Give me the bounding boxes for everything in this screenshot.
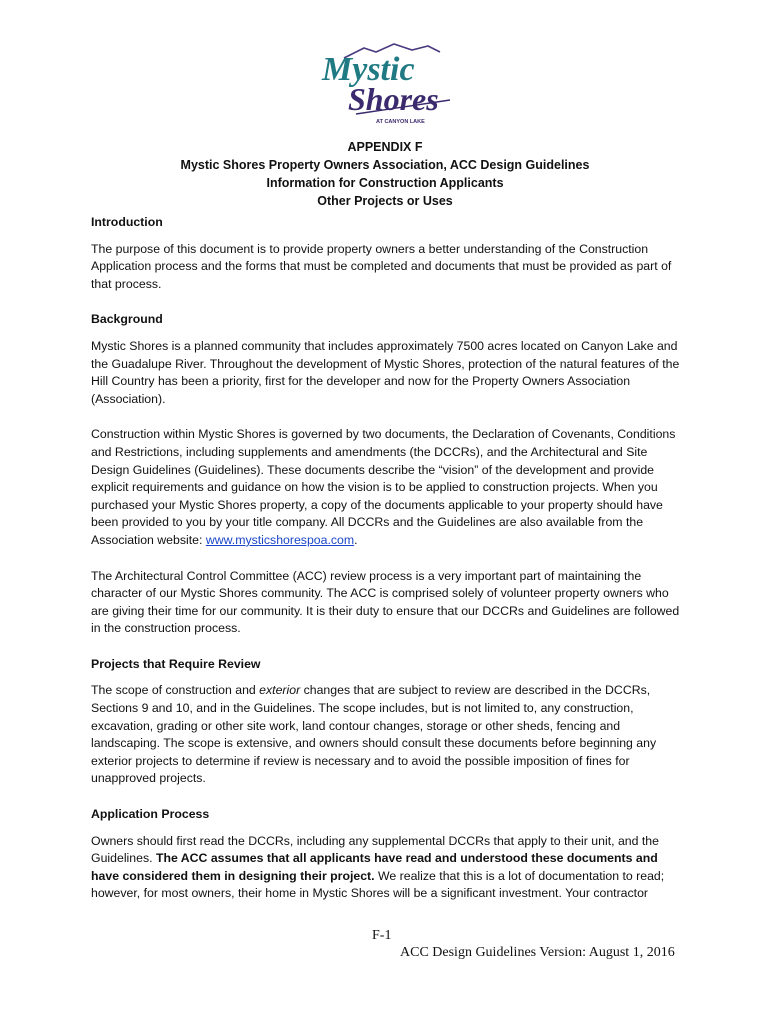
application-paragraph-a: Owners should first read the DCCRs, including any supplemental DCCRs that apply to their unit, and the Guidelines. (91, 833, 659, 866)
document-subsubtitle: Other Projects or Uses (317, 194, 453, 208)
background-paragraph-3: The Architectural Control Committee (ACC) review process is a very important part of maintaining the character of our Mystic Shores community. The ACC is comprised solely of volunteer property owners who are giving their time for our community. It is their duty to ensure that our DCCRs and Guidelines are followed in the construction process. (91, 568, 680, 636)
intro-paragraph: The purpose of this document is to provide property owners a better understanding of the Construction Application process and the forms that must be completed and documents that must be provided as part of that process. (91, 241, 672, 291)
background-paragraph-2-text: Construction within Mystic Shores is governed by two documents, the Declaration of Covenants, Conditions and Restrictions, including supplements and amendments (the DCCRs), and the Architectural and Site Design Guidelines (Guidelines). These documents describe the “vision” of the development and provide explicit requirements and guidance on how the vision is to be applied to construction projects. When you purchased your Mystic Shores property, a copy of the documents applicable to your property should have been provided to you by your title company. All DCCRs and the Guidelines are also available from the Association website: (91, 427, 676, 547)
background-paragraph-1: Mystic Shores is a planned community that includes approximately 7500 acres located on Canyon Lake and the Guadalupe River. Throughout the development of Mystic Shores, protection of the natural features of the Hill Country has been a priority, first for the developer and now for the Property Owners Association (Association). (91, 338, 680, 406)
document-title-block (0, 138, 770, 210)
background-paragraph-2 (91, 426, 687, 549)
page-number: F-1 (372, 928, 392, 943)
document-body (91, 214, 687, 919)
appendix-label: APPENDIX F (347, 140, 423, 154)
projects-paragraph-a: The scope of construction and (91, 683, 260, 698)
logo-tagline: AT CANYON LAKE (376, 119, 425, 125)
document-subtitle: Information for Construction Applicants (266, 176, 504, 190)
projects-paragraph-b: changes that are subject to review are described in the DCCRs, Sections 9 and 10, and in the Guidelines. The scope includes, but is not limited to, any construction, excavation, grading or other site work, land contour changes, storage or other sheds, fencing and landscaping. The scope is extensive, and owners should consult these documents before beginning any exterior projects to determine if review is necessary and to avoid the possible imposition of fines for unapproved projects. (91, 683, 657, 786)
version-footer: ACC Design Guidelines Version: August 1, 2016 (400, 945, 675, 960)
association-website-link[interactable]: www.mysticshorespoa.com (205, 532, 355, 547)
section-heading-application: Application Process (91, 807, 210, 822)
section-heading-introduction: Introduction (91, 215, 163, 229)
logo-graphic (316, 40, 458, 126)
application-paragraph-bold: The ACC assumes that all applicants have read and understood these documents and have considered them in designing their project. (91, 851, 658, 883)
logo-word-shores: Shores (348, 81, 439, 117)
application-paragraph (91, 833, 687, 903)
projects-paragraph-emphasis: exterior (259, 683, 301, 698)
projects-paragraph (91, 682, 687, 788)
mystic-shores-logo (316, 40, 458, 126)
document-title: Mystic Shores Property Owners Association, ACC Design Guidelines (180, 158, 590, 172)
section-heading-projects: Projects that Require Review (91, 656, 261, 671)
section-heading-background: Background (91, 312, 163, 327)
application-paragraph-b: We realize that this is a lot of documentation to read; however, for most owners, their home in Mystic Shores will be a significant investment. Your contractor (91, 868, 665, 901)
background-paragraph-2-end: . (354, 532, 358, 547)
logo-word-mystic: Mystic (322, 51, 415, 88)
